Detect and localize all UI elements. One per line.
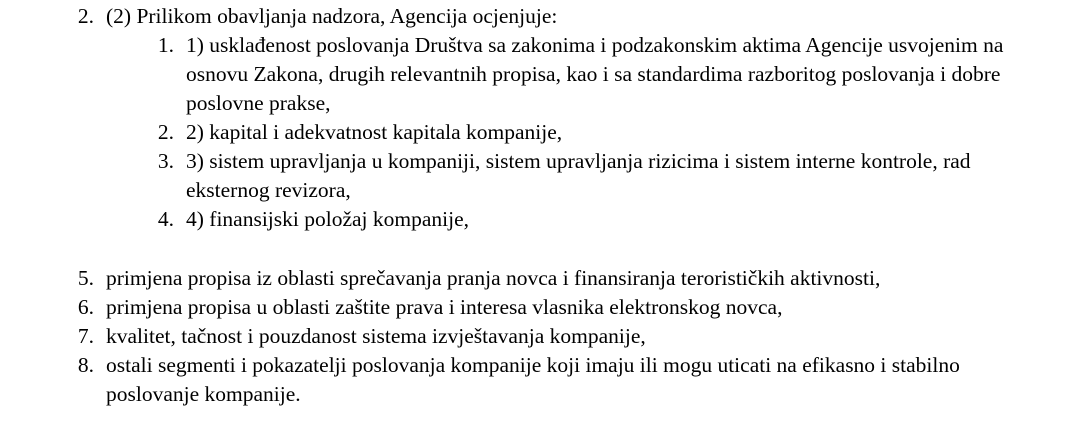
sub-list-item-text: 1) usklađenost poslovanja Društva sa zakonima i podzakonskim aktima Agencije usvojenim na osnovu Zakona, drugih relevantnih propisa, kao i sa standardima razboritog poslovanja i dobre poslovne prakse,: [186, 33, 1004, 115]
list-item: [0, 351, 1068, 409]
list-item: [0, 322, 1068, 351]
sub-list-item-text: 4) finansijski položaj kompanije,: [186, 207, 470, 231]
list-item-text: ostali segmenti i pokazatelji poslovanja kompanije koji imaju ili mogu uticati na efikasno i stabilno poslovanje kompanije.: [106, 353, 960, 406]
list-item-text: (2) Prilikom obavljanja nadzora, Agencija ocjenjuje:: [106, 4, 558, 28]
sub-list-item-number: 2.: [157, 120, 174, 144]
sub-list-item: [0, 205, 1068, 234]
list-item-number: 8.: [77, 353, 94, 377]
list-item-number: 7.: [77, 324, 94, 348]
sub-list-item: [0, 31, 1068, 118]
list-item-number: 6.: [77, 295, 94, 319]
list-item-text: kvalitet, tačnost i pouzdanost sistema izvještavanja kompanije,: [106, 324, 646, 348]
sub-list-item-text: 3) sistem upravljanja u kompaniji, sistem upravljanja rizicima i sistem interne kontrole, rad eksternog revizora,: [186, 149, 971, 202]
list-item-text: primjena propisa u oblasti zaštite prava i interesa vlasnika elektronskog novca,: [106, 295, 783, 319]
paragraph-spacer: [0, 234, 1068, 264]
list-item: [0, 264, 1068, 293]
sub-list-item-text: 2) kapital i adekvatnost kapitala kompanije,: [186, 120, 563, 144]
list-item: [0, 293, 1068, 322]
list-item: [0, 2, 1068, 31]
sub-list-item-number: 3.: [157, 149, 174, 173]
sub-list-item: [0, 147, 1068, 205]
sub-list-item-number: 1.: [157, 33, 174, 57]
list-item-text: primjena propisa iz oblasti sprečavanja pranja novca i finansiranja terorističkih aktivnosti,: [106, 266, 881, 290]
list-item-number: 2.: [77, 4, 94, 28]
sub-list-item: [0, 118, 1068, 147]
list-item-number: 5.: [77, 266, 94, 290]
document-body: [0, 2, 1068, 409]
sub-list-item-number: 4.: [157, 207, 174, 231]
